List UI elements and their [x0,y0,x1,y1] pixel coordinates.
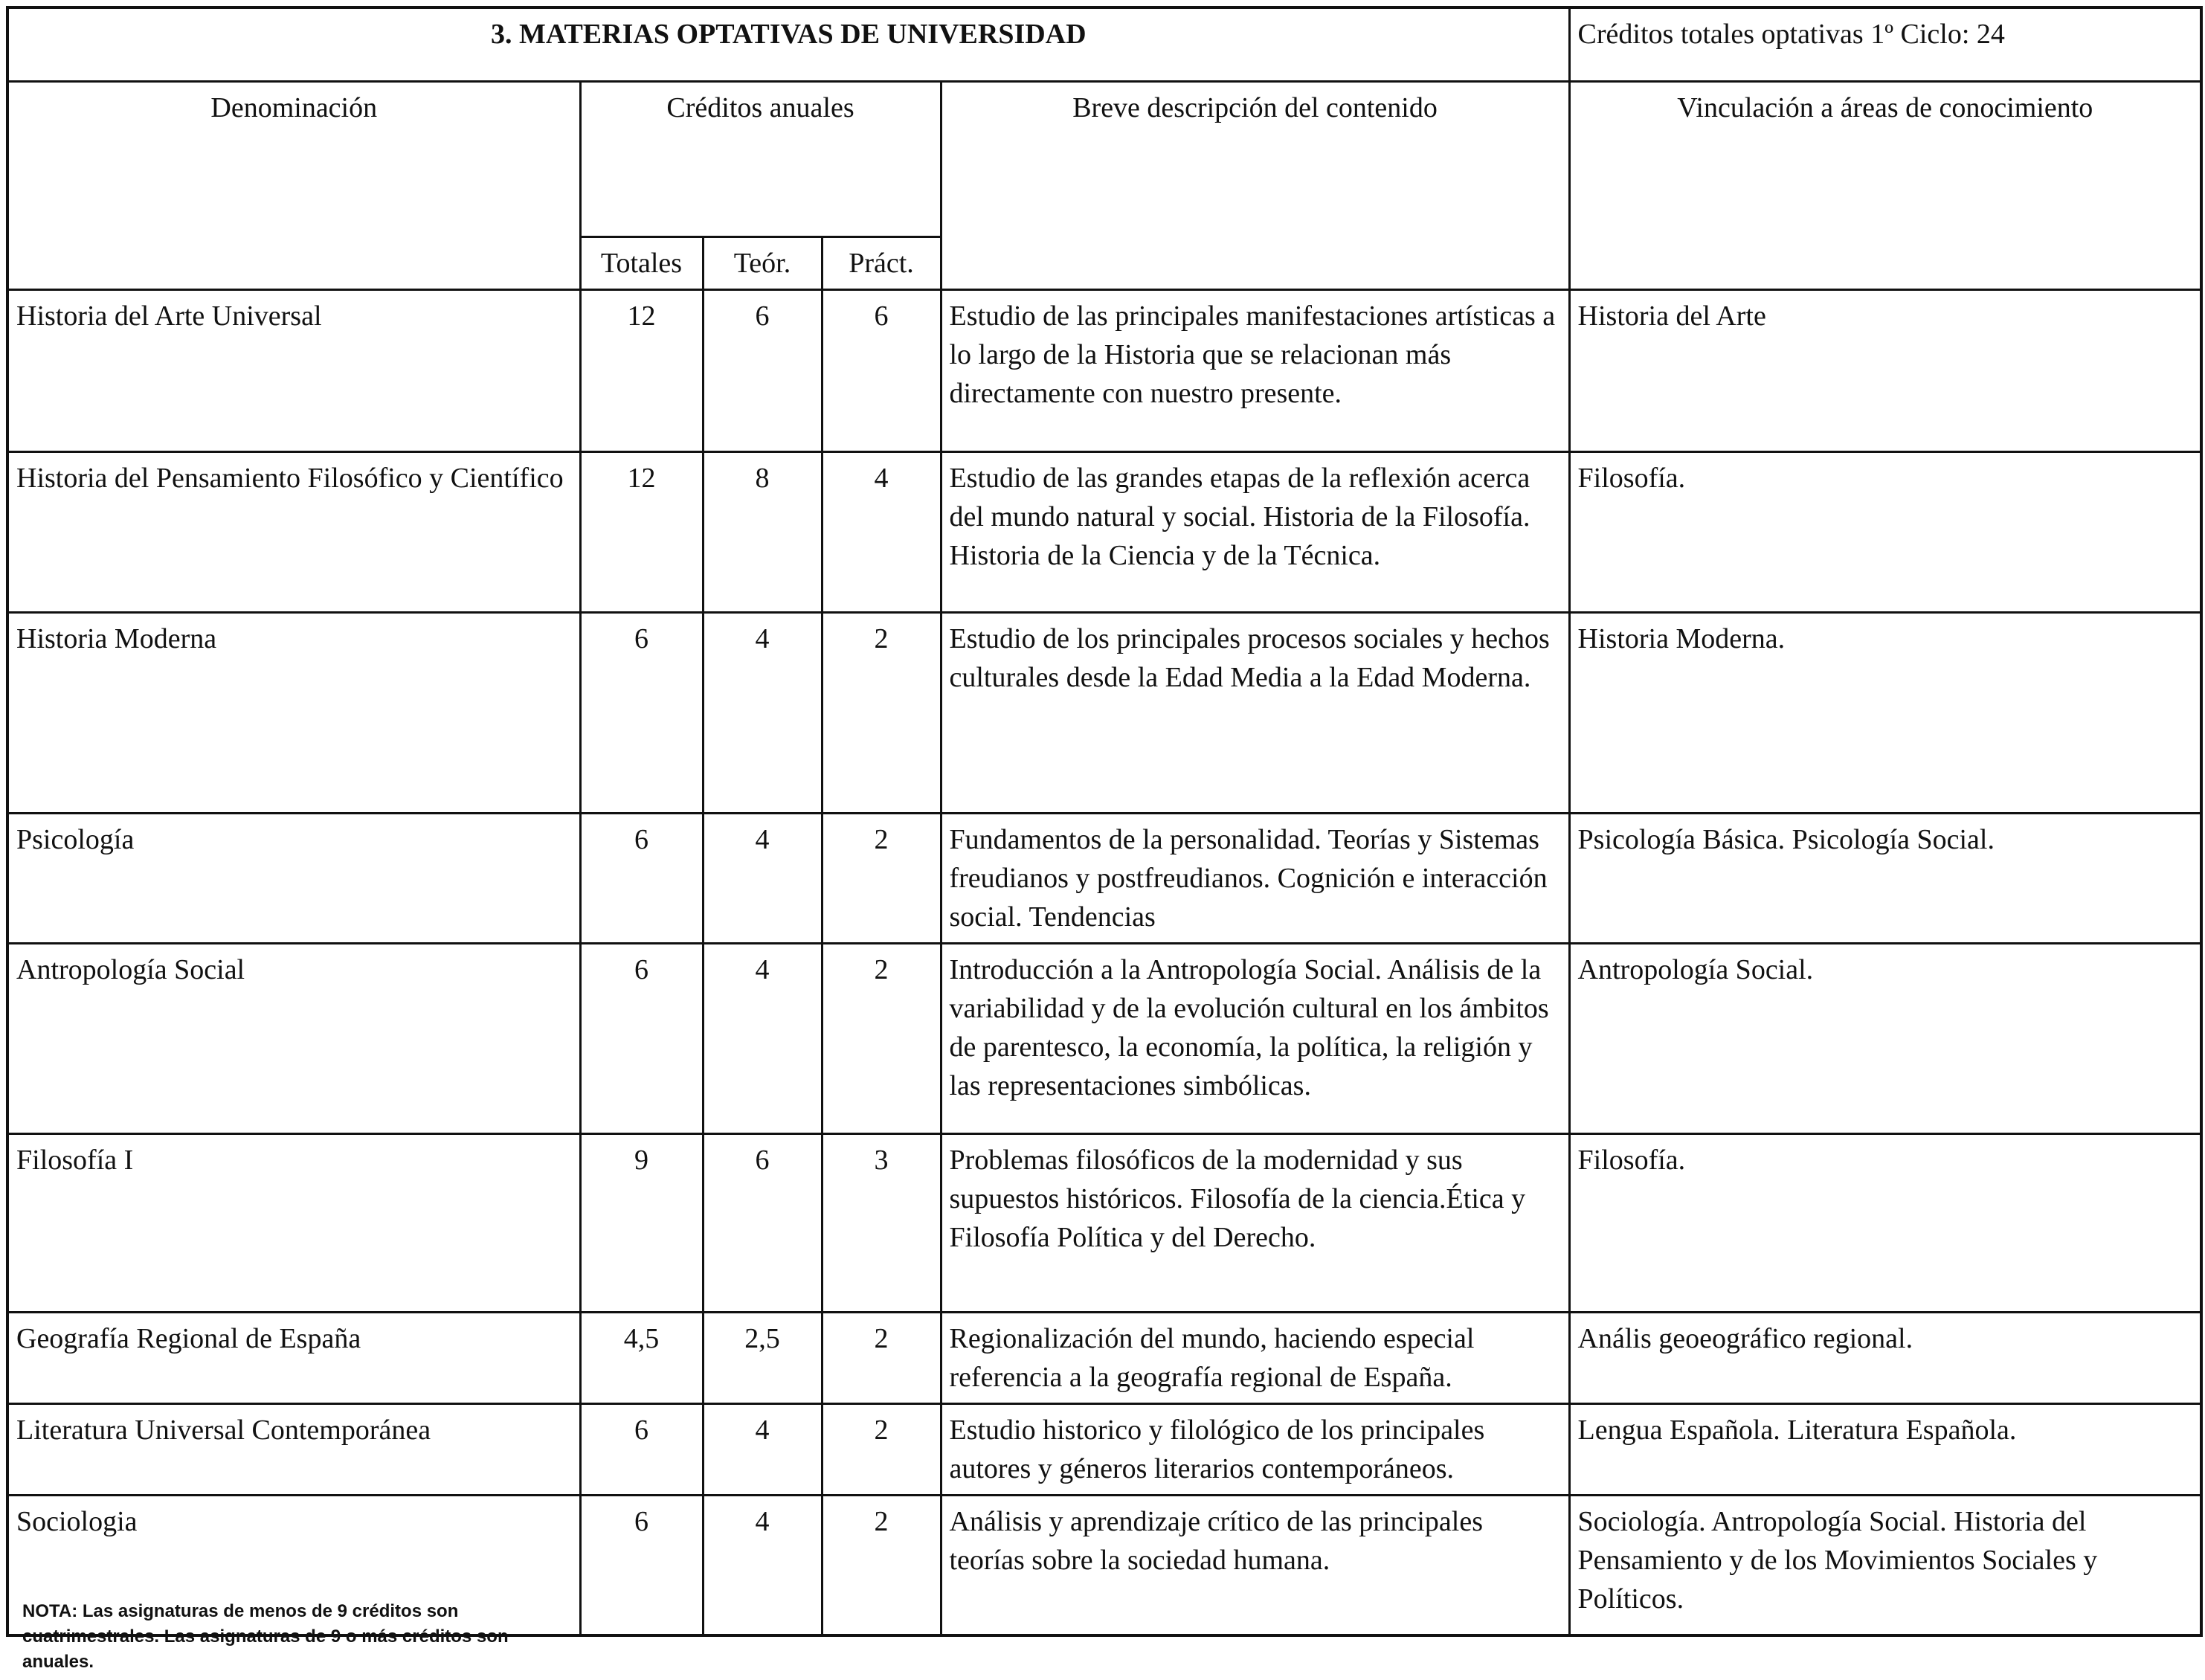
credits-theory: 6 [703,1134,822,1313]
subject-description: Estudio de las grandes etapas de la reflexión acerca del mundo natural y social. Historia de la Filosofía. Historia de la Ciencia y de la Técnica. [941,452,1569,613]
knowledge-areas: Filosofía. [1569,452,2201,613]
credits-theory: 4 [703,814,822,944]
subject-name: Sociologia [7,1496,580,1635]
subject-name: Antropología Social [7,944,580,1134]
column-header-credits: Créditos anuales [580,82,941,237]
subject-name: Historia del Pensamiento Filosófico y Científico [7,452,580,613]
table-row [7,290,2201,452]
credits-total: 12 [580,452,703,613]
column-header-theory: Teór. [703,237,822,290]
credits-theory: 2,5 [703,1313,822,1404]
optional-subjects-table [6,6,2203,1637]
table-row [7,814,2201,944]
subject-description: Análisis y aprendizaje crítico de las principales teorías sobre la sociedad humana. [941,1496,1569,1635]
title-row [7,7,2201,82]
table-row [7,1404,2201,1496]
subject-description: Estudio de las principales manifestaciones artísticas a lo largo de la Historia que se relacionan más directamente con nuestro presente. [941,290,1569,452]
credits-theory: 6 [703,290,822,452]
document-page [6,6,2200,1637]
subject-description: Problemas filosóficos de la modernidad y sus supuestos históricos. Filosofía de la ciencia.Ética y Filosofía Política y del Derecho. [941,1134,1569,1313]
subject-name: Historia del Arte Universal [7,290,580,452]
subject-name: Psicología [7,814,580,944]
table-row [7,1134,2201,1313]
credits-total: 9 [580,1134,703,1313]
subject-description: Regionalización del mundo, haciendo especial referencia a la geografía regional de España. [941,1313,1569,1404]
credits-total: 4,5 [580,1313,703,1404]
knowledge-areas: Anális geoeográfico regional. [1569,1313,2201,1404]
credits-total: 6 [580,1404,703,1496]
credits-practice: 2 [822,1404,941,1496]
total-credits-label: Créditos totales optativas 1º Ciclo: 24 [1569,7,2201,82]
credits-theory: 8 [703,452,822,613]
knowledge-areas: Lengua Española. Literatura Española. [1569,1404,2201,1496]
credits-practice: 2 [822,1496,941,1635]
credits-practice: 2 [822,814,941,944]
credits-theory: 4 [703,1496,822,1635]
knowledge-areas: Filosofía. [1569,1134,2201,1313]
credits-theory: 4 [703,1404,822,1496]
subject-description: Estudio de los principales procesos sociales y hechos culturales desde la Edad Media a la Edad Moderna. [941,613,1569,814]
credits-theory: 4 [703,944,822,1134]
credits-practice: 4 [822,452,941,613]
credits-total: 6 [580,1496,703,1635]
credits-total: 12 [580,290,703,452]
credits-practice: 2 [822,613,941,814]
column-header-row [7,82,2201,237]
table-row [7,613,2201,814]
credits-practice: 2 [822,1313,941,1404]
knowledge-areas: Historia del Arte [1569,290,2201,452]
subject-name: Literatura Universal Contemporánea [7,1404,580,1496]
table-title: 3. MATERIAS OPTATIVAS DE UNIVERSIDAD [7,7,1569,82]
knowledge-areas: Sociología. Antropología Social. Historia del Pensamiento y de los Movimientos Sociales y Políticos. [1569,1496,2201,1635]
footnote: NOTA: Las asignaturas de menos de 9 créditos son cuatrimestrales. Las asignaturas de 9 o más créditos son anuales. [22,1601,509,1672]
subject-name: Historia Moderna [7,613,580,814]
credits-theory: 4 [703,613,822,814]
table-row [7,452,2201,613]
column-header-totals: Totales [580,237,703,290]
table-row [7,1313,2201,1404]
credits-practice: 3 [822,1134,941,1313]
subject-description: Estudio historico y filológico de los principales autores y géneros literarios contemporáneos. [941,1404,1569,1496]
subject-description: Fundamentos de la personalidad. Teorías y Sistemas freudianos y postfreudianos. Cognición e interacción social. Tendencias [941,814,1569,944]
column-header-practice: Práct. [822,237,941,290]
column-header-name: Denominación [7,82,580,290]
column-header-areas: Vinculación a áreas de conocimiento [1569,82,2201,290]
subject-description: Introducción a la Antropología Social. Análisis de la variabilidad y de la evolución cultural en los ámbitos de parentesco, la economía, la política, la religión y las representaciones simbólicas. [941,944,1569,1134]
credits-total: 6 [580,944,703,1134]
knowledge-areas: Psicología Básica. Psicología Social. [1569,814,2201,944]
credits-total: 6 [580,814,703,944]
credits-total: 6 [580,613,703,814]
credits-practice: 6 [822,290,941,452]
knowledge-areas: Antropología Social. [1569,944,2201,1134]
subject-name: Geografía Regional de España [7,1313,580,1404]
subject-name: Filosofía I [7,1134,580,1313]
credits-practice: 2 [822,944,941,1134]
table-row [7,944,2201,1134]
knowledge-areas: Historia Moderna. [1569,613,2201,814]
column-header-description: Breve descripción del contenido [941,82,1569,290]
